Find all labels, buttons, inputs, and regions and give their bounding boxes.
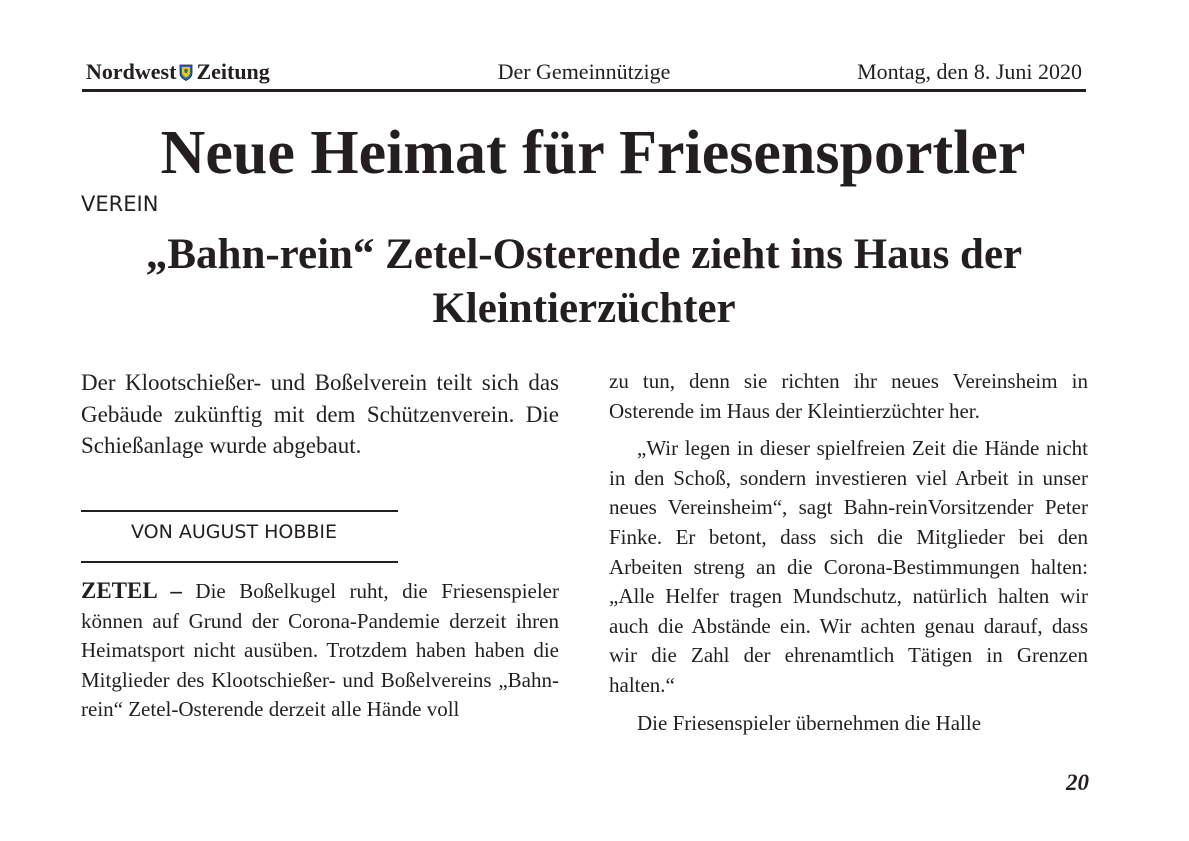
headline: Neue Heimat für Friesensportler	[160, 119, 1026, 187]
body-column-right	[609, 367, 1088, 738]
newspaper-name-left: Nordwest	[86, 59, 177, 84]
masthead-rule	[82, 89, 1086, 92]
issue-date: Montag, den 8. Juni 2020	[857, 59, 1082, 84]
body-column-left	[81, 576, 559, 725]
body-paragraph: Die Friesenspieler übernehmen die Halle	[637, 710, 982, 735]
newspaper-name-right: Zeitung	[196, 59, 270, 84]
byline-rule-bottom	[81, 561, 398, 563]
section-name: Der Gemeinnützige	[497, 59, 671, 84]
byline-rule-top	[81, 510, 398, 512]
body-paragraph: zu tun, denn sie richten ihr neues Vereinsheim in Osterende im Haus der Kleintierzüchter her.	[609, 369, 1088, 423]
kicker: VEREIN	[81, 192, 159, 216]
page-number: 20	[1066, 770, 1089, 795]
teaser: Der Klootschießer- und Boßelverein teilt sich das Gebäude zukünftig mit dem Schützenverein. Die Schießanlage wurde abgebaut.	[81, 370, 559, 459]
body-paragraph	[81, 576, 559, 725]
dateline: ZETEL –	[81, 578, 182, 603]
byline: VON AUGUST HOBBIE	[131, 521, 338, 543]
body-paragraph: „Wir legen in dieser spielfreien Zeit die Hände nicht in den Schoß, sondern investieren viel Arbeit in unser neues Vereinsheim“, sagt Bahn-reinVorsitzender Peter Finke. Er betont, dass sich die Mitglieder bei den Arbeiten streng an die Corona-Bestimmungen halten: „Alle Helfer tragen Mundschutz, natürlich halten wir auch die Abstände ein. Wir achten genau darauf, dass wir die Zahl der ehrenamtlich Tätigen in Grenzen halten.“	[609, 436, 1088, 697]
body-text-left: Die Boßelkugel ruht, die Friesenspieler können auf Grund der Corona-Pandemie derzeit ihren Heimatsport nicht ausüben. Trotzdem haben haben die Mitglieder des Klootschießer- und Boßelvereins „Bahn-rein“ Zetel-Osterende derzeit alle Hände voll	[81, 579, 560, 722]
subheadline: „Bahn-rein“ Zetel-Osterende zieht ins Haus der Kleintierzüchter	[145, 231, 1023, 332]
